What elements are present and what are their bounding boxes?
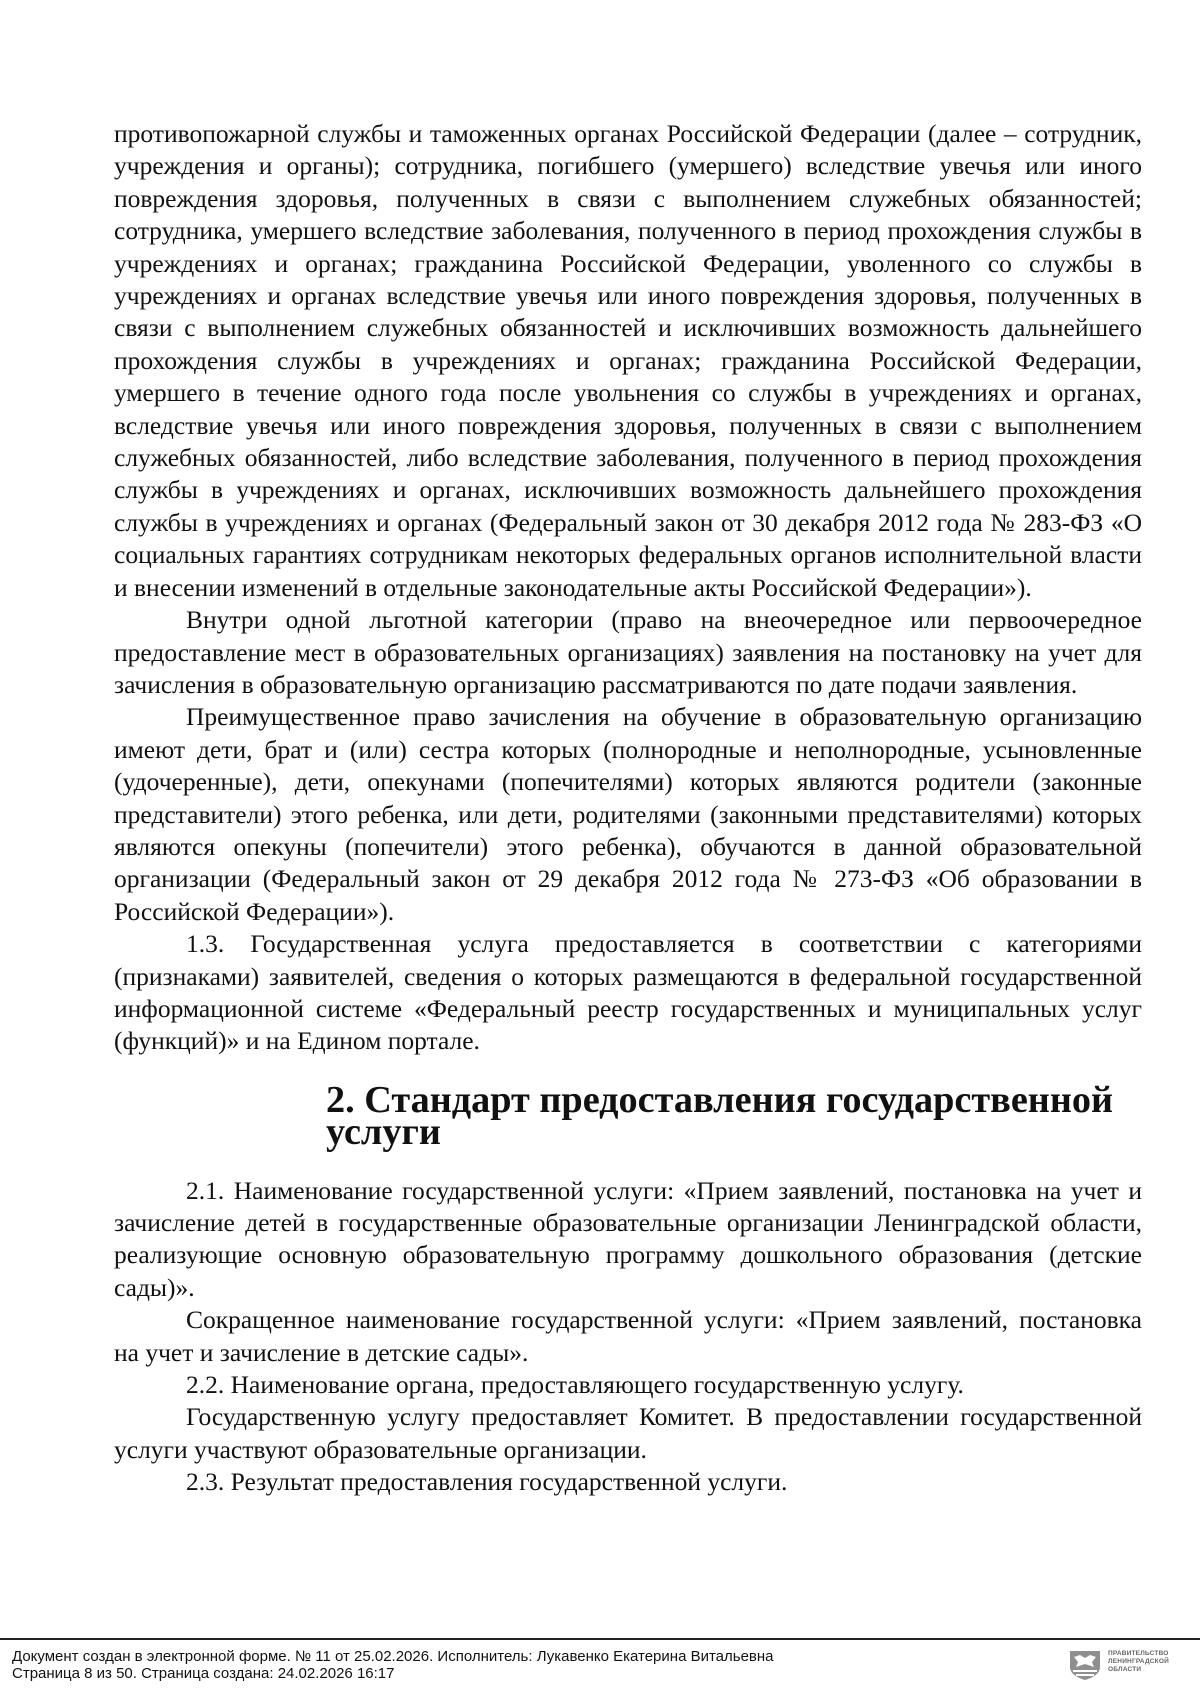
paragraph: 2.1. Наименование государственной услуги: «Прием заявлений, постановка на учет и зачисление детей в государственные образовательные организации Ленинградской области, реализующие основную образовательную программу дошкольного образования (детские сады)». [114,1175,1142,1302]
paragraph: Преимущественное право зачисления на обучение в образовательную организацию имеют дети, брат и (или) сестра которых (полнородные и неполнородные, усыновленные (удочеренные), дети, опекунами (попечителями) которых являются родители (законные представители) этого ребенка, или дети, родителями (законными представителями) которых являются опекуны (попечители) этого ребенка), обучаются в данной образовательной организации (Федеральный закон от 29 декабря 2012 года № 273-ФЗ «Об образовании в Российской Федерации»). [114,702,1142,926]
paragraph: Государственную услугу предоставляет Комитет. В предоставлении государственной услуги участвуют образовательные организации. [114,1402,1142,1464]
footer-info [12,1648,774,1682]
footer-document-line: Документ создан в электронной форме. № 11 от 25.02.2026. Исполнитель: Лукавенко Екатерина Витальевна [12,1648,774,1665]
paragraph: Сокращенное наименование государственной услуги: «Прием заявлений, постановка на учет и зачисление в детские сады». [114,1305,1142,1367]
coat-of-arms-icon [1068,1649,1102,1681]
paragraph: 2.2. Наименование органа, предоставляющего государственную услугу. [186,1370,964,1400]
page-footer [0,1638,1200,1698]
logo-caption-line: ЛЕНИНГРАДСКОЙ [1108,1658,1169,1665]
paragraph: Внутри одной льготной категории (право на внеочередное или первоочередное предоставление мест в образовательных организациях) заявления на постановку на учет для зачисления в образовательную организацию рассматриваются по дате подачи заявления. [114,605,1142,699]
logo-caption-line: ПРАВИТЕЛЬСТВО [1108,1650,1169,1657]
section-heading: 2. Стандарт предоставления государственной услуги [326,1078,1114,1154]
logo-caption [1108,1650,1169,1674]
document-body [114,118,1142,1499]
footer-divider [0,1638,1200,1640]
paragraph: 2.3. Результат предоставления государственной услуги. [186,1467,788,1497]
paragraph: 1.3. Государственная услуга предоставляется в соответствии с категориями (признаками) заявителей, сведения о которых размещаются в федеральной государственной информационной системе «Федеральный реестр государственных и муниципальных услуг (функций)» и на Едином портале. [114,929,1142,1056]
footer-page-line: Страница 8 из 50. Страница создана: 24.02.2026 16:17 [12,1665,395,1682]
paragraph: противопожарной службы и таможенных органах Российской Федерации (далее – сотрудник, учреждения и органы); сотрудника, погибшего (умершего) вследствие увечья или иного повреждения здоровья, полученных в связи с выполнением служебных обязанностей; сотрудника, умершего вследствие заболевания, полученного в период прохождения службы в учреждениях и органах; гражданина Российской Федерации, уволенного со службы в учреждениях и органах вследствие увечья или иного повреждения здоровья, полученных в связи с выполнением служебных обязанностей и исключивших возможность дальнейшего прохождения службы в учреждениях и органах; гражданина Российской Федерации, умершего в течение одного года после увольнения со службы в учреждениях и органах, вследствие увечья или иного повреждения здоровья, полученных в связи с выполнением служебных обязанностей, либо вследствие заболевания, полученного в период прохождения службы в учреждениях и органах, исключивших возможность дальнейшего прохождения службы в учреждениях и органах (Федеральный закон от 30 декабря 2012 года № 283-ФЗ «О социальных гарантиях сотрудникам некоторых федеральных органов исполнительной власти и внесении изменений в отдельные законодательные акты Российской Федерации»). [114,119,1142,602]
government-logo [1068,1646,1188,1686]
logo-caption-line: ОБЛАСТИ [1108,1666,1142,1673]
